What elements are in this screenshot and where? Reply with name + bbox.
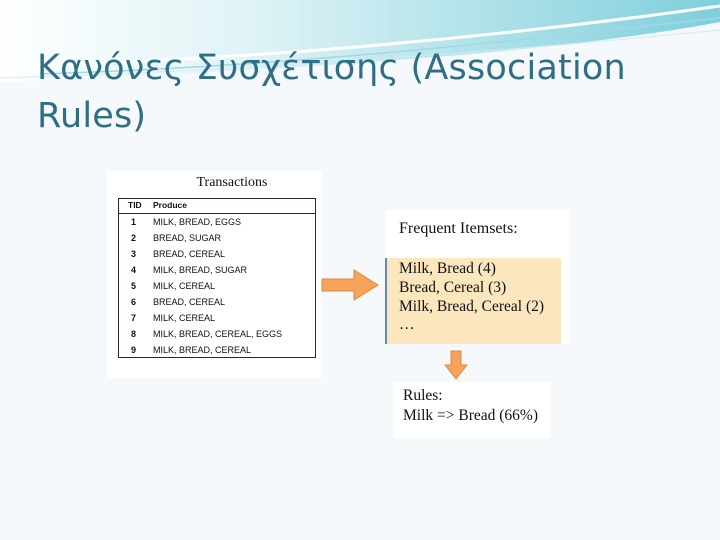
row-tid: 8 (131, 329, 137, 339)
table-row (119, 246, 315, 262)
row-produce: MILK, BREAD, CEREAL (153, 345, 252, 355)
row-tid: 4 (131, 265, 137, 275)
itemset-item: Milk, Bread (4) (399, 260, 496, 277)
row-tid: 3 (131, 249, 137, 259)
row-produce: BREAD, CEREAL (153, 249, 226, 259)
row-produce: MILK, BREAD, SUGAR (153, 265, 248, 275)
arrow-right-icon (320, 268, 380, 302)
table-row (119, 310, 315, 326)
itemset-item: Bread, Cereal (3) (399, 279, 507, 296)
table-header (119, 199, 315, 214)
frequent-itemsets-box (385, 258, 561, 344)
table-row (119, 262, 315, 278)
row-tid: 1 (131, 217, 137, 227)
row-produce: BREAD, SUGAR (153, 233, 222, 243)
transactions-caption: Transactions (196, 175, 268, 190)
rules-panel (393, 382, 551, 438)
table-row (119, 278, 315, 294)
frequent-itemsets-panel (385, 210, 569, 344)
frequent-itemsets-heading: Frequent Itemsets: (399, 220, 518, 237)
table-row (119, 294, 315, 310)
row-produce: MILK, CEREAL (153, 281, 216, 291)
row-tid: 5 (131, 281, 137, 291)
rule-item: Milk => Bread (66%) (403, 407, 538, 424)
transactions-panel (107, 171, 322, 378)
rules-heading: Rules: (403, 387, 443, 404)
table-row (119, 230, 315, 246)
row-tid: 6 (131, 297, 137, 307)
row-produce: MILK, BREAD, CEREAL, EGGS (153, 329, 283, 339)
itemset-ellipsis: … (399, 316, 415, 333)
row-produce: BREAD, CEREAL (153, 297, 226, 307)
row-tid: 2 (131, 233, 137, 243)
column-header-produce: Produce (153, 200, 188, 210)
row-tid: 7 (131, 313, 137, 323)
row-produce: MILK, CEREAL (153, 313, 216, 323)
table-row (119, 214, 315, 230)
transactions-table (118, 198, 316, 358)
itemset-item: Milk, Bread, Cereal (2) (399, 298, 545, 315)
table-row (119, 326, 315, 342)
table-row (119, 342, 315, 358)
slide-title: Κανόνες Συσχέτισης (Association Rules) (37, 48, 626, 136)
column-header-tid: TID (128, 200, 142, 210)
row-tid: 9 (131, 345, 137, 355)
arrow-down-icon (444, 350, 468, 380)
row-produce: MILK, BREAD, EGGS (153, 217, 242, 227)
